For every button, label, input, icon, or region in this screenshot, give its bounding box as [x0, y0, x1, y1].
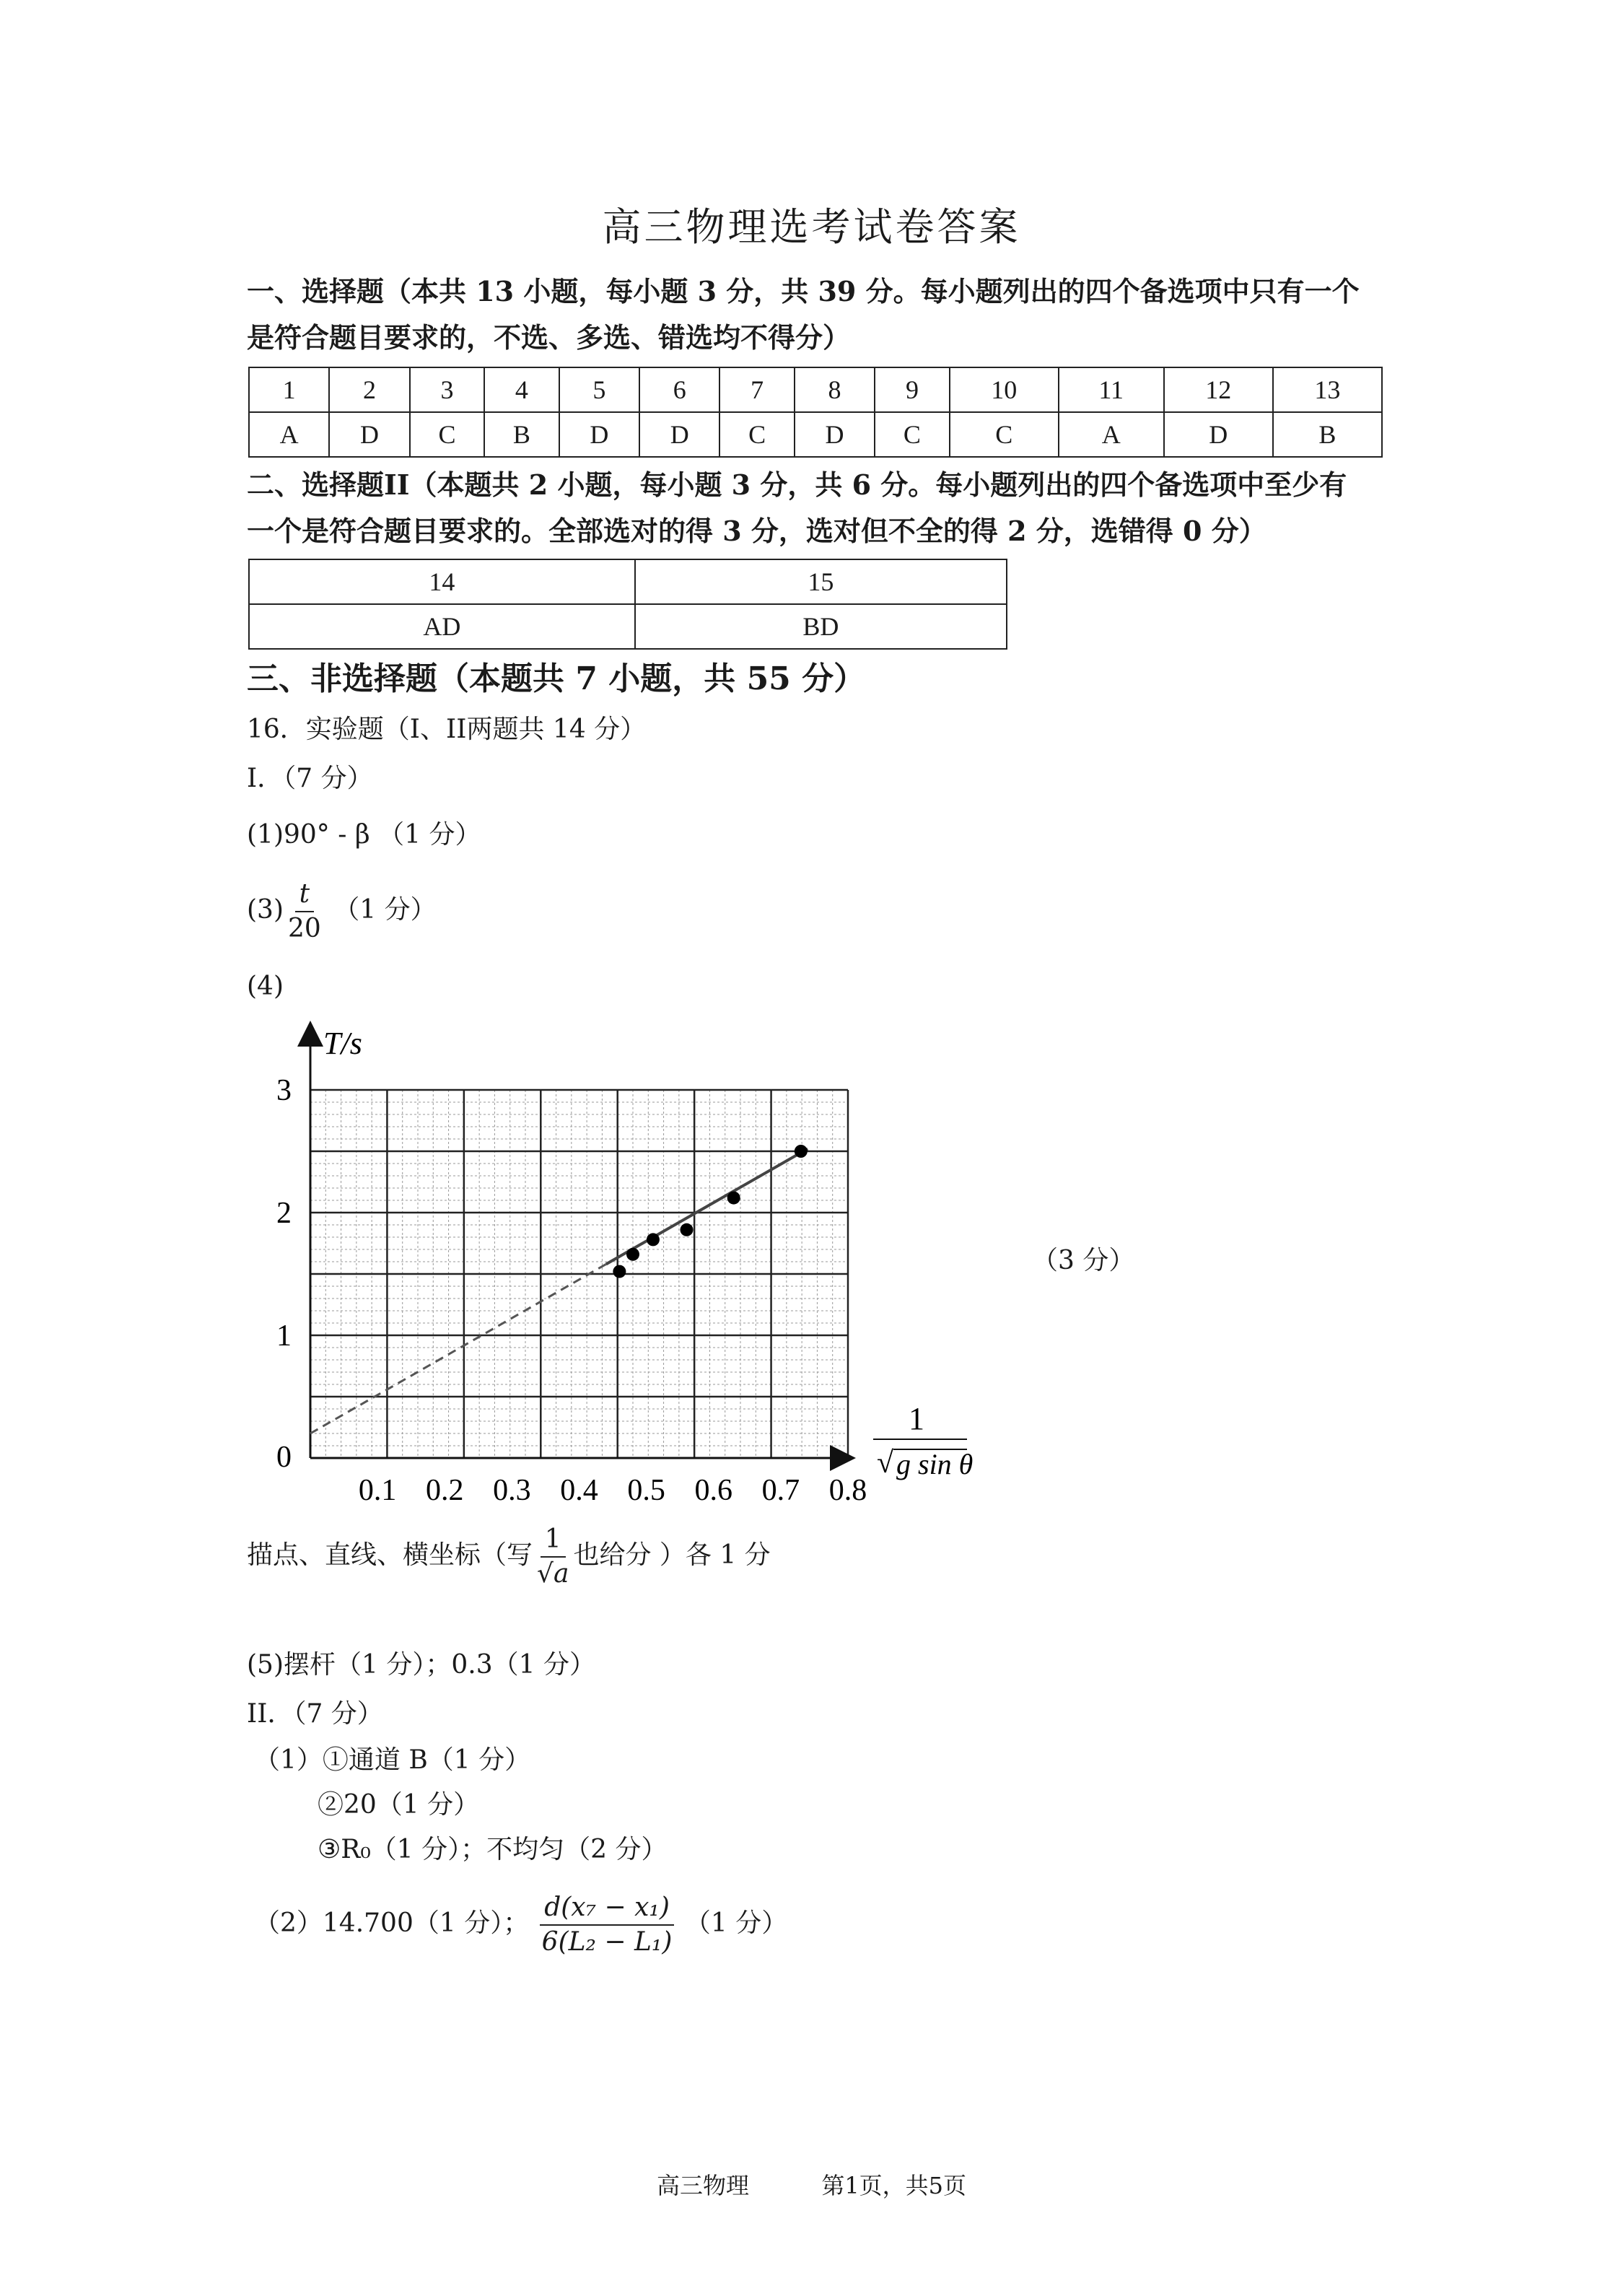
- table-cell: D: [795, 412, 875, 457]
- table-row-numbers: [249, 367, 1382, 412]
- page-title: 高三物理选考试卷答案: [602, 204, 1021, 250]
- table-cell: D: [559, 412, 639, 457]
- x-tick-label: 0.6: [694, 1474, 732, 1507]
- table-cell: BD: [635, 604, 1007, 649]
- item5-answer: (5)摆杆（1 分）；0.3（1 分）: [247, 1650, 595, 1680]
- x-axis-label-denominator: g sin θ: [896, 1448, 974, 1480]
- table-row-answers: [249, 412, 1382, 457]
- page-footer: [0, 2168, 1623, 2201]
- y-tick-label: 0: [276, 1441, 292, 1474]
- x-tick-label: 0.8: [828, 1474, 867, 1507]
- x-axis-label-numerator: 1: [909, 1401, 924, 1436]
- y-tick-label: 1: [276, 1319, 292, 1353]
- table-cell: C: [950, 412, 1059, 457]
- table-cell: 13: [1273, 367, 1382, 412]
- fraction-denominator: 6(L₂ − L₁): [541, 1927, 673, 1957]
- data-point: [681, 1223, 694, 1236]
- data-point: [795, 1145, 808, 1158]
- scoring-fraction: [533, 1523, 573, 1591]
- section1-answer-table: [248, 367, 1383, 458]
- x-tick-label: 0.4: [560, 1474, 598, 1507]
- y-axis-label: T/s: [323, 1026, 362, 1061]
- table-cell: 4: [484, 367, 559, 412]
- graph-scoring-note: [247, 1523, 771, 1591]
- y-tick-label: 3: [276, 1074, 292, 1107]
- x-tick-label: 0.5: [627, 1474, 665, 1507]
- table-cell: 2: [329, 367, 409, 412]
- section2-answer-table: [248, 559, 1007, 650]
- x-tick-label: 0.2: [426, 1474, 464, 1507]
- sqrt-symbol: √: [877, 1446, 894, 1480]
- fraction-denominator: 20: [288, 914, 321, 943]
- table-cell: D: [1164, 412, 1273, 457]
- table-cell: 6: [639, 367, 719, 412]
- table-cell: AD: [249, 604, 635, 649]
- item3-prefix: (3): [247, 895, 284, 925]
- fraction-numerator: t: [295, 878, 314, 912]
- item1-answer: (1)90° - β （1 分）: [247, 820, 481, 850]
- item3-answer: [247, 878, 437, 946]
- fraction-denominator-text: a: [553, 1559, 569, 1589]
- table-cell: 9: [875, 367, 949, 412]
- item3-fraction: [284, 878, 325, 946]
- p2-item3: ③R₀（1 分）；不均匀（2 分）: [318, 1835, 668, 1864]
- table-row-numbers: [249, 559, 1007, 604]
- graph-score: （3 分）: [1032, 1246, 1135, 1275]
- section1-heading-line1: 一、选择题（本共 13 小题，每小题 3 分，共 39 分。每小题列出的四个备选项中只有一个: [247, 275, 1360, 307]
- table-cell: 3: [410, 367, 484, 412]
- q16-label: 16．实验题（I、II两题共 14 分）: [247, 715, 647, 744]
- table-cell: 11: [1059, 367, 1164, 412]
- section3-heading: 三、非选择题（本题共 7 小题，共 55 分）: [247, 660, 866, 697]
- x-tick-label: 0.7: [761, 1474, 800, 1507]
- footer-subject: 高三物理: [656, 2172, 749, 2199]
- table-cell: 10: [950, 367, 1059, 412]
- table-cell: 8: [795, 367, 875, 412]
- item3-score: （1 分）: [333, 895, 437, 925]
- fraction-numerator: d(x₇ − x₁): [540, 1891, 674, 1926]
- table-cell: D: [329, 412, 409, 457]
- p2-item2: ②20（1 分）: [318, 1790, 480, 1820]
- scoring-prefix: 描点、直线、横坐标（写: [247, 1540, 533, 1570]
- data-point: [727, 1192, 740, 1205]
- table-cell: C: [410, 412, 484, 457]
- table-cell: A: [1059, 412, 1164, 457]
- fraction-denominator: √a: [537, 1559, 569, 1589]
- p2-item4-prefix: （2）14.700（1 分）；: [254, 1908, 530, 1938]
- table-cell: C: [875, 412, 949, 457]
- data-point: [613, 1265, 626, 1278]
- fraction-numerator: 1: [541, 1523, 566, 1558]
- section2-heading-line1: 二、选择题II（本题共 2 小题，每小题 3 分，共 6 分。每小题列出的四个备选项中至少有: [247, 468, 1347, 501]
- table-cell: 7: [719, 367, 794, 412]
- p2-item4-suffix: （1 分）: [684, 1908, 788, 1938]
- item4-label: (4): [247, 972, 284, 1001]
- chart-major-grid: [310, 1090, 848, 1458]
- y-tick-label: 2: [276, 1197, 292, 1230]
- fit-line: [606, 1149, 808, 1265]
- x-tick-label: 0.1: [358, 1474, 397, 1507]
- table-cell: 12: [1164, 367, 1273, 412]
- table-row-answers: [249, 604, 1007, 649]
- table-cell: B: [484, 412, 559, 457]
- fit-line-extrapolated: [310, 1264, 606, 1433]
- section2-heading-line2: 一个是符合题目要求的。全部选对的得 3 分，选对但不全的得 2 分，选错得 0 分）: [247, 515, 1267, 547]
- data-point: [626, 1248, 639, 1261]
- part2-label: II．（7 分）: [247, 1699, 383, 1729]
- table-cell: B: [1273, 412, 1382, 457]
- table-cell: A: [249, 412, 329, 457]
- table-cell: C: [719, 412, 794, 457]
- p2-item1: （1）①通道 B（1 分）: [254, 1745, 531, 1775]
- period-vs-inverse-sqrt-chart: [238, 1010, 1003, 1516]
- p2-item4-fraction: [538, 1891, 677, 1959]
- scoring-suffix: 也给分 ）各 1 分: [573, 1540, 771, 1570]
- table-cell: 14: [249, 559, 635, 604]
- x-tick-label: 0.3: [493, 1474, 531, 1507]
- section1-heading-line2: 是符合题目要求的，不选、多选、错选均不得分）: [247, 321, 851, 354]
- part1-label: I．（7 分）: [247, 764, 373, 793]
- footer-page-number: 第1页，共5页: [821, 2172, 967, 2199]
- table-cell: 5: [559, 367, 639, 412]
- table-cell: D: [639, 412, 719, 457]
- data-point: [647, 1233, 660, 1246]
- table-cell: 15: [635, 559, 1007, 604]
- table-cell: 1: [249, 367, 329, 412]
- p2-item4: [254, 1891, 787, 1959]
